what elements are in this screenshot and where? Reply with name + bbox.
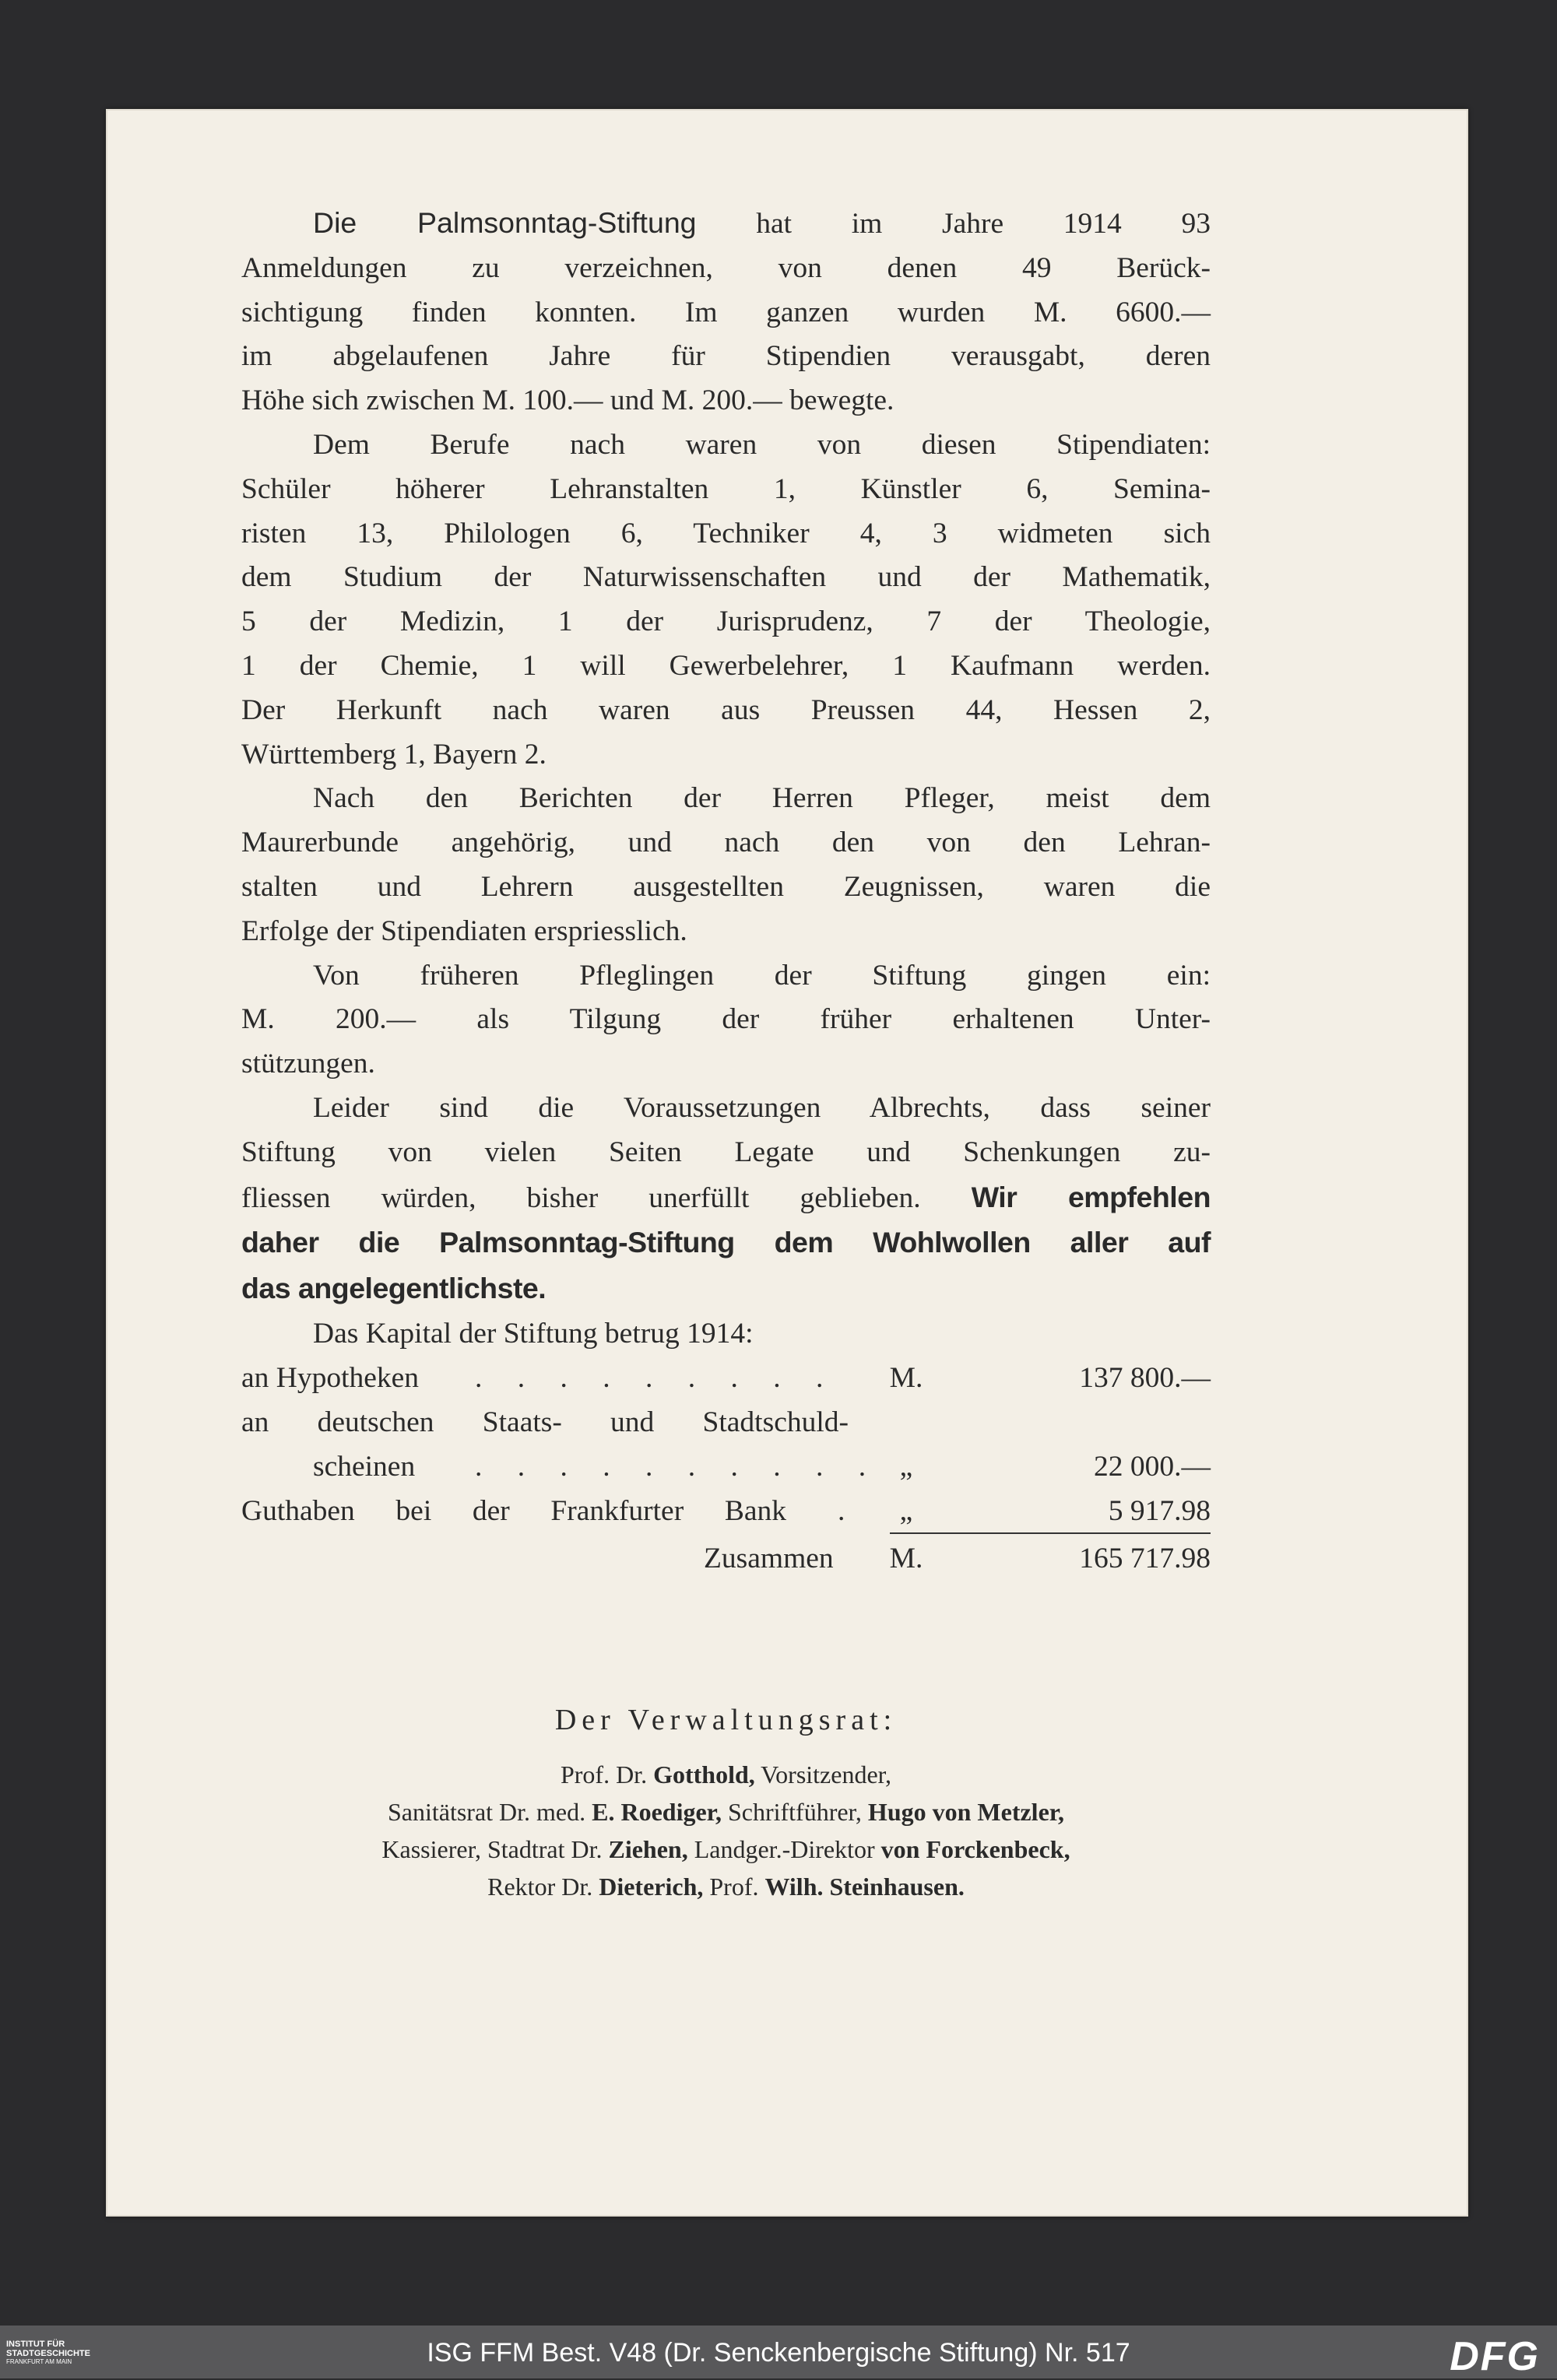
text-line [241, 512, 1211, 556]
text-run: stalten und Lehrern ausgestellten Zeugnissen, waren die [241, 870, 1211, 903]
board-text: Kassierer, Stadtrat Dr. [381, 1835, 609, 1863]
paragraph [241, 954, 1211, 1086]
text-line [241, 600, 1211, 644]
board-member-name: Ziehen, [608, 1835, 688, 1863]
capital-row-label: an deutschen Staats- und Stadtschuld- [241, 1406, 849, 1438]
capital-row-dots: . . . . . . . . . . [475, 1450, 880, 1483]
text-run: im abgelaufenen Jahre für Stipendien verausgabt, deren [241, 340, 1211, 373]
text-run: das angelegentlichste. [241, 1272, 547, 1305]
text-run: Von früheren Pfleglingen der Stiftung gingen ein: [313, 959, 1211, 992]
text-run: Stiftung von vielen Seiten Legate und Schenkungen zu- [241, 1136, 1211, 1168]
text-run: hat im Jahre 1914 93 [696, 208, 1211, 240]
board-line [241, 1756, 1211, 1793]
board-title: Der Verwaltungsrat: [554, 1704, 898, 1736]
text-line [241, 998, 1211, 1042]
board-signatures [241, 1703, 1211, 1905]
text-run: Der Herkunft nach waren aus Preussen 44, Hessen 2, [241, 693, 1211, 726]
board-text: Sanitätsrat Dr. med. [387, 1798, 592, 1826]
capital-row-currency: „ [899, 1494, 913, 1527]
sum-rule [890, 1532, 1211, 1534]
text-run: dem Studium der Naturwissenschaften und der Mathematik, [241, 561, 1211, 594]
text-line [241, 335, 1211, 379]
text-line [241, 1266, 1211, 1312]
text-line [241, 733, 1211, 778]
text-line [241, 201, 1211, 247]
paragraph [241, 423, 1211, 777]
capital-intro: Das Kapital der Stiftung betrug 1914: [313, 1317, 754, 1350]
board-text: Prof. [703, 1873, 765, 1901]
text-run: Maurerbunde angehörig, und nach den von den Lehran- [241, 827, 1211, 859]
text-run: Württemberg 1, Bayern 2. [241, 738, 547, 771]
text-run: Nach den Berichten der Herren Pfleger, meist dem [313, 782, 1211, 815]
text-run: Die Palmsonntag-Stiftung [313, 206, 697, 239]
text-run: M. 200.— als Tilgung der früher erhaltenen Unter- [241, 1003, 1211, 1036]
logo-line: STADTGESCHICHTE [6, 2349, 90, 2358]
board-line [241, 1793, 1211, 1831]
board-text: Rektor Dr. [487, 1873, 599, 1901]
capital-row-amount: 5 917.98 [1108, 1494, 1211, 1527]
text-line [241, 689, 1211, 733]
text-run: 5 der Medizin, 1 der Jurisprudenz, 7 der Theologie, [241, 606, 1211, 638]
capital-row [241, 1357, 1211, 1401]
capital-row [241, 1490, 1211, 1534]
text-line [241, 247, 1211, 291]
capital-total-row [241, 1537, 1211, 1581]
board-text: Prof. Dr. [560, 1760, 654, 1789]
dfg-logo: DFG [1450, 2334, 1540, 2379]
capital-row-amount: 137 800.— [1079, 1361, 1211, 1394]
capital-total-amount: 165 717.98 [1079, 1542, 1211, 1574]
text-run: Wir empfehlen [971, 1180, 1211, 1213]
board-member-name: E. Roediger, [592, 1798, 722, 1826]
text-run: 1 der Chemie, 1 will Gewerbelehrer, 1 Kaufmann werden. [241, 649, 1211, 682]
text-run: Leider sind die Voraussetzungen Albrechts, dass seiner [313, 1091, 1211, 1124]
capital-row [241, 1401, 1211, 1445]
text-line [241, 1042, 1211, 1086]
capital-row-label: Guthaben bei der Frankfurter Bank [241, 1494, 786, 1527]
capital-row-dots: . [838, 1494, 859, 1527]
text-line [241, 1086, 1211, 1131]
text-run: Erfolge der Stipendiaten erspriesslich. [241, 914, 687, 947]
capital-row-amount: 22 000.— [1094, 1450, 1211, 1483]
board-line [241, 1868, 1211, 1905]
paragraph [241, 1086, 1211, 1312]
text-line [241, 423, 1211, 468]
text-line [241, 468, 1211, 512]
text-run: sichtigung finden konnten. Im ganzen wurden M. 6600.— [241, 296, 1211, 328]
board-text: Landger.-Direktor [687, 1835, 881, 1863]
text-line [241, 1131, 1211, 1175]
board-member-name: Hugo von Metzler, [867, 1798, 1065, 1826]
capital-row-dots: . . . . . . . . . [475, 1361, 838, 1394]
board-member-name: von Forckenbeck, [880, 1835, 1070, 1863]
text-run: daher die Palmsonntag-Stiftung dem Wohlwollen aller auf [241, 1226, 1211, 1259]
capital-row-currency: „ [899, 1450, 913, 1483]
board-line [241, 1831, 1211, 1868]
board-member-name: Dieterich, [599, 1873, 704, 1901]
paragraph [241, 777, 1211, 953]
capital-row [241, 1445, 1211, 1490]
paragraph [241, 201, 1211, 423]
logo-line: FRANKFURT AM MAIN [6, 2358, 72, 2365]
footer-bar [0, 2326, 1557, 2378]
board-text: Schriftführer, [721, 1798, 868, 1826]
board-text: Vorsitzender, [754, 1760, 892, 1789]
text-line [241, 954, 1211, 999]
capital-row-currency: M. [889, 1361, 923, 1394]
document-body [241, 201, 1211, 1581]
board-member-name: Wilh. Steinhausen. [764, 1873, 965, 1901]
text-line [241, 777, 1211, 821]
capital-table [241, 1357, 1211, 1534]
text-line [241, 865, 1211, 910]
text-line [241, 379, 1211, 423]
text-line [241, 556, 1211, 600]
text-run: stützungen. [241, 1048, 375, 1080]
text-run: Anmeldungen zu verzeichnen, von denen 49 Berück- [241, 251, 1211, 284]
text-line [241, 291, 1211, 335]
text-run: Höhe sich zwischen M. 100.— und M. 200.— bewegte. [241, 384, 894, 417]
text-line [241, 1175, 1211, 1221]
text-line [241, 910, 1211, 954]
capital-total-label: Zusammen [704, 1542, 834, 1574]
board-member-name: Gotthold, [653, 1760, 755, 1789]
text-run: risten 13, Philologen 6, Techniker 4, 3 widmeten sich [241, 517, 1211, 549]
text-line [241, 821, 1211, 865]
text-line [241, 1220, 1211, 1266]
logo-line: INSTITUT FÜR [6, 2340, 65, 2349]
capital-row-label: scheinen [313, 1450, 416, 1483]
capital-row-label: an Hypotheken [241, 1361, 420, 1394]
text-run: Dem Berufe nach waren von diesen Stipendiaten: [313, 428, 1211, 461]
footer-title: ISG FFM Best. V48 (Dr. Senckenbergische Stiftung) Nr. 517 [427, 2338, 1130, 2368]
capital-total-currency: M. [889, 1542, 923, 1574]
text-run: fliessen würden, bisher unerfüllt geblieben. [241, 1181, 972, 1214]
text-run: Schüler höherer Lehranstalten 1, Künstler 6, Semina- [241, 472, 1211, 505]
text-line [241, 644, 1211, 689]
